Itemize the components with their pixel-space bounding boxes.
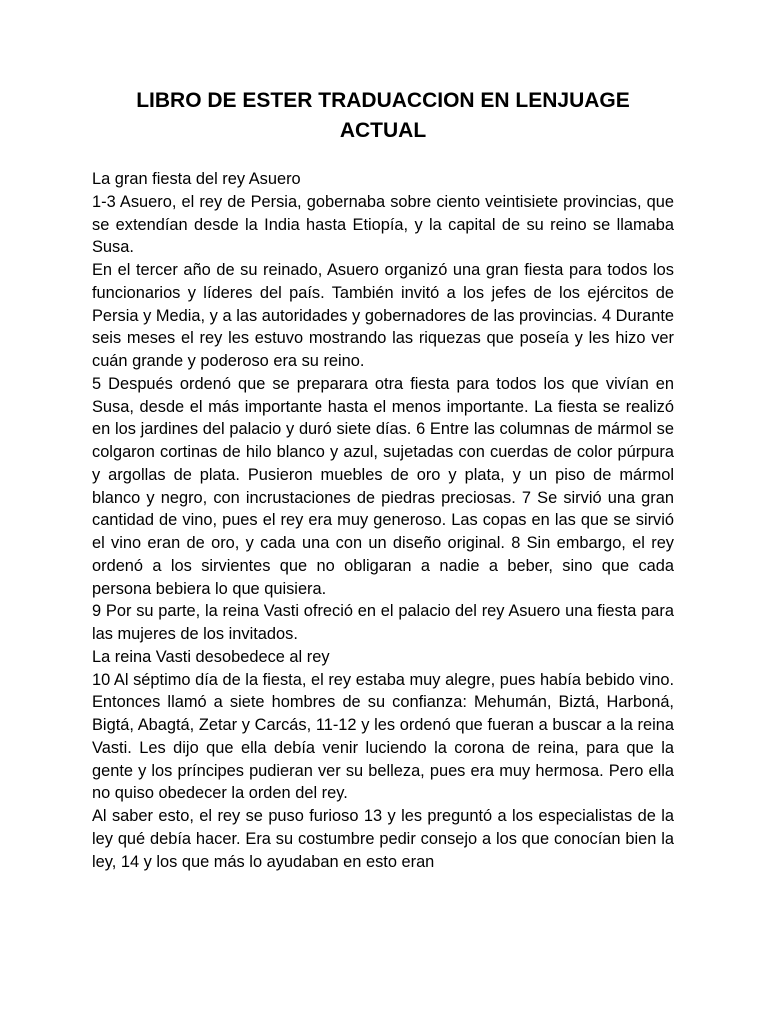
body-paragraph: 9 Por su parte, la reina Vasti ofreció en el palacio del rey Asuero una fiesta para las mujeres de los invitados. [92, 602, 674, 643]
document-title: LIBRO DE ESTER TRADUACCION EN LENJUAGE ACTUAL [136, 89, 630, 142]
section-heading: La gran fiesta del rey Asuero [92, 170, 301, 188]
document-body [92, 168, 674, 873]
body-paragraph: Al saber esto, el rey se puso furioso 13 y les preguntó a los especialistas de la ley qué debía hacer. Era su costumbre pedir consejo a los que conocían bien la ley, 14 y los que más lo ayudaban en esto eran [92, 807, 674, 871]
section-heading: La reina Vasti desobedece al rey [92, 647, 330, 666]
document-page [92, 86, 674, 873]
body-paragraph: En el tercer año de su reinado, Asuero organizó una gran fiesta para todos los funcionarios y líderes del país. También invitó a los jefes de los ejércitos de Persia y Media, y a las autoridades y gobernadores de las provincias. 4 Durante seis meses el rey les estuvo mostrando las riquezas que poseía y les hizo ver cuán grande y poderoso era su reino. [92, 261, 674, 370]
body-paragraph: 10 Al séptimo día de la fiesta, el rey estaba muy alegre, pues había bebido vino. Entonces llamó a siete hombres de su confianza: Mehumán, Biztá, Harboná, Bigtá, Abagtá, Zetar y Carcás, 11-12 y les ordenó que fueran a buscar a la reina Vasti. Les dijo que ella debía venir luciendo la corona de reina, para que la gente y los príncipes pudieran ver su belleza, pues era muy hermosa. Pero ella no quiso obedecer la orden del rey. [92, 670, 674, 803]
body-paragraph: 5 Después ordenó que se preparara otra fiesta para todos los que vivían en Susa, desde el más importante hasta el menos importante. La fiesta se realizó en los jardines del palacio y duró siete días. 6 Entre las columnas de mármol se colgaron cortinas de hilo blanco y azul, sujetadas con cuerdas de color púrpura y argollas de plata. Pusieron muebles de oro y plata, y un piso de mármol blanco y negro, con incrustaciones de piedras preciosas. 7 Se sirvió una gran cantidad de vino, pues el rey era muy generoso. Las copas en las que se sirvió el vino eran de oro, y cada una con un diseño original. 8 Sin embargo, el rey ordenó a los sirvientes que no obligaran a nadie a beber, sino que cada persona bebiera lo que quisiera. [92, 374, 674, 598]
body-paragraph: 1-3 Asuero, el rey de Persia, gobernaba sobre ciento veintisiete provincias, que se extendían desde la India hasta Etiopía, y la capital de su reino se llamaba Susa. [92, 192, 674, 257]
